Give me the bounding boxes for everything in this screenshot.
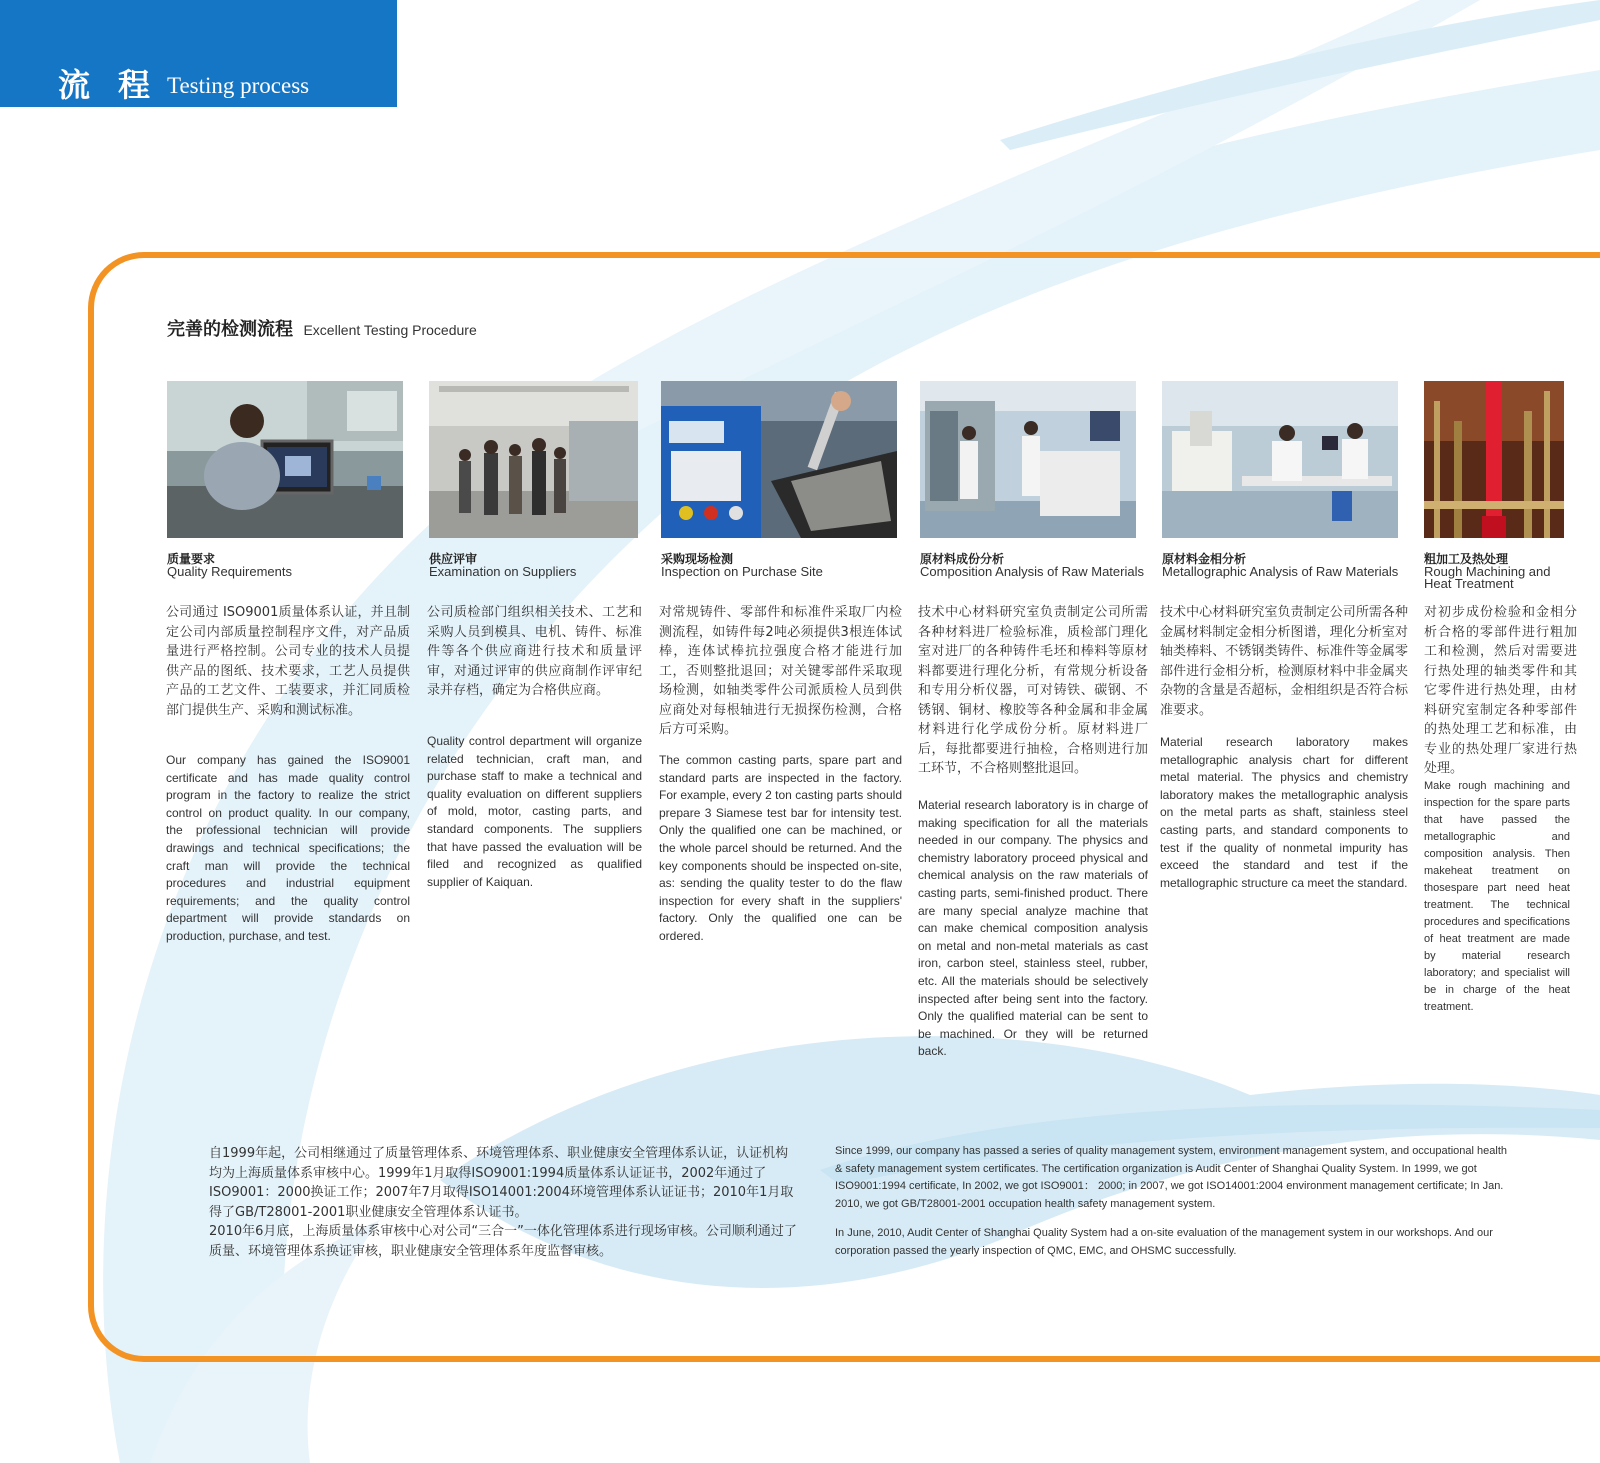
- certification-paragraph-cn-1: 自1999年起，公司相继通过了质量管理体系、环境管理体系、职业健康安全管理体系认证，认证机构均为上海质量体系审核中心。1999年1月取得ISO9001:1994质量体系认证证书，2002年通过了ISO9001：2000换证工作；2007年7月取得ISO14001:2004环境管理体系认证证书；2010年1月取得了GB/T28001-2001职业健康安全管理体系认证书。: [209, 1146, 794, 1220]
- header-title-cn: 流程: [58, 66, 179, 104]
- step-text-cn: 公司通过 ISO9001质量体系认证，并且制定公司内部质量控制程序文件，对产品质量进行严格控制。公司专业的技术人员提供产品的图纸、技术要求，工艺人员提供产品的工艺文件、工装要求，并汇同质检部门提供生产、采购和测试标准。: [166, 605, 410, 718]
- certification-text-cn: [209, 1144, 797, 1261]
- photo-metallographic-analysis: [1162, 381, 1398, 538]
- step-text-cn: 技术中心材料研究室负责制定公司所需各种金属材料制定金相分析图谱，理化分析室对轴类棒料、不锈钢类铸件、标准件等金属零部件进行金相分析，检测原材料中非金属夹杂物的含量是否超标，金相组织是否符合标准要求。: [1160, 605, 1408, 718]
- step-title-en: Quality Requirements: [167, 564, 292, 579]
- step-title-cn: 原材料成份分析: [920, 552, 1005, 566]
- step-text-en: Quality control department will organize related technician, craft man, and purchase staff to make a technical and quality evaluation on different suppliers of mold, motor, casting parts, and standard components. The suppliers that have passed the evaluation will be filed and recognized as qualified supplier of Kaiquan.: [427, 734, 642, 889]
- step-title-cn: 供应评审: [429, 552, 478, 566]
- step-text-cn: 对初步成份检验和金相分析合格的零部件进行粗加工和检测，然后对需要进行热处理的轴类零件和其它零件进行热处理，由材料研究室制定各种零部件的热处理工艺和标准，由专业的热处理厂家进行热处理。: [1424, 605, 1577, 776]
- photo-examination-suppliers: [429, 381, 638, 538]
- photo-heat-treatment: [1424, 381, 1564, 538]
- section-title-cn: 完善的检测流程: [167, 319, 293, 340]
- step-title-cn: 粗加工及热处理: [1424, 552, 1509, 566]
- certification-paragraph-cn-2: 2010年6月底，上海质量体系审核中心对公司“三合一”一体化管理体系进行现场审核。公司顺利通过了质量、环境管理体系换证审核，职业健康安全管理体系年度监督审核。: [209, 1224, 797, 1259]
- photo-composition-analysis: [920, 381, 1136, 538]
- section-title: [167, 315, 477, 341]
- step-text-en: Make rough machining and inspection for the spare parts that have passed the metallographic and composition analysis. Then makeheat treatment on thosespare part need heat treatment. The technical procedures and specifications of heat treatment are made by material research laboratory; and specialist will be in charge of the heat treatment.: [1424, 780, 1570, 1013]
- step-title-en: Examination on Suppliers: [429, 564, 577, 579]
- step-title-en: Metallographic Analysis of Raw Materials: [1162, 564, 1399, 579]
- step-text-cn: 技术中心材料研究室负责制定公司所需各种材料进厂检验标准，质检部门理化室对进厂的各种铸件毛坯和棒料等原材料都要进行理化分析，有常规分析设备和专用分析仪器，可对铸铁、碳钢、不锈钢、铜材、橡胶等各种金属和非金属材料进行化学成份分析。原材料进厂后，每批都要进行抽检，合格则进行加工环节，不合格则整批退回。: [918, 605, 1148, 776]
- step-text-en: The common casting parts, spare part and standard parts are inspected in the factory. For example, every 2 ton casting parts should prepare 3 Siamese test bar for intensity test. Only the qualified one can be machined, or the whole parcel should be returned. And the key components should be inspected on-site, as: sending the quality tester to do the flaw inspection for every shaft in the suppliers' factory. Only the qualified one can be ordered.: [659, 753, 902, 943]
- step-text-cn: 对常规铸件、零部件和标准件采取厂内检测流程，如铸件每2吨必须提供3根连体试棒，连体试棒抗拉强度合格才能进行加工，否则整批退回；对关键零部件采取现场检测，如轴类零件公司派质检人员到供应商处对每根轴进行无损探伤检测，合格后方可采购。: [659, 605, 902, 737]
- step-title-en: Rough Machining and Heat Treatment: [1424, 564, 1551, 591]
- step-title-cn: 质量要求: [167, 552, 216, 566]
- step-text-en: Material research laboratory is in charge of making specification for all the materials needed in our company. The physics and chemistry laboratory proceed physical and chemical analysis on the raw materials of casting parts, semi-finished product. There are many special analyze machine that can make chemical composition analysis on metal and non-metal materials as cast iron, carbon steel, stainless steel, rubber, etc. All the materials should be selectively inspected after being sent into the factory. Only the qualified material can be sent to be machined. Or they will be returned back.: [918, 798, 1148, 1059]
- certification-paragraph-en-1: Since 1999, our company has passed a series of quality management system, environment management system, and occupational health & safety management system certificates. The certification organization is Audit Center of Shanghai Quality System. In 1999, we got ISO9001:1994 certificate, In 2002, we got ISO9001： 2000; in 2007, we got ISO14001:2004 environment management certificate; In Jan. 2010, we got GB/T28001-2001 occupation health safety management system.: [835, 1145, 1507, 1210]
- header-title-en: Testing process: [167, 73, 310, 98]
- photo-inspection-purchase-site: [661, 381, 897, 538]
- step-text-cn: 公司质检部门组织相关技术、工艺和采购人员到模具、电机、铸件、标准件等各个供应商进行技术和质量评审，对通过评审的供应商制作评审纪录并存档，确定为合格供应商。: [427, 605, 642, 698]
- step-title-en: Composition Analysis of Raw Materials: [920, 564, 1144, 579]
- photo-quality-requirements: [167, 381, 403, 538]
- step-title-cn: 原材料金相分析: [1162, 552, 1247, 566]
- step-text-en: Our company has gained the ISO9001 certificate and has made quality control program in the factory to realize the strict control on product quality. In our company, the professional technician will provide drawings and technical specifications; the craft man will provide the technical procedures and industrial equipment requirements; and the quality control department will provide standards on production, purchase, and test.: [166, 753, 410, 943]
- step-title-cn: 采购现场检测: [661, 552, 734, 566]
- certification-paragraph-en-2: In June, 2010, Audit Center of Shanghai Quality System had a on-site evaluation of the management system in our workshops. And our corporation passed the yearly inspection of QMC, EMC, and OHSMC successfully.: [835, 1227, 1493, 1257]
- section-title-en: Excellent Testing Procedure: [303, 322, 477, 338]
- step-text-en: Material research laboratory makes metallographic analysis chart for different metal material. The physics and chemistry laboratory makes the metallographic analysis on the metal parts as shaft, stainless steel casting parts, and standard components to test if the quality of nonmetal impurity has exceed the standard and test if the metallographic structure ca meet the standard.: [1160, 735, 1408, 890]
- step-title-en: Inspection on Purchase Site: [661, 564, 823, 579]
- certification-text-en: [835, 1143, 1507, 1272]
